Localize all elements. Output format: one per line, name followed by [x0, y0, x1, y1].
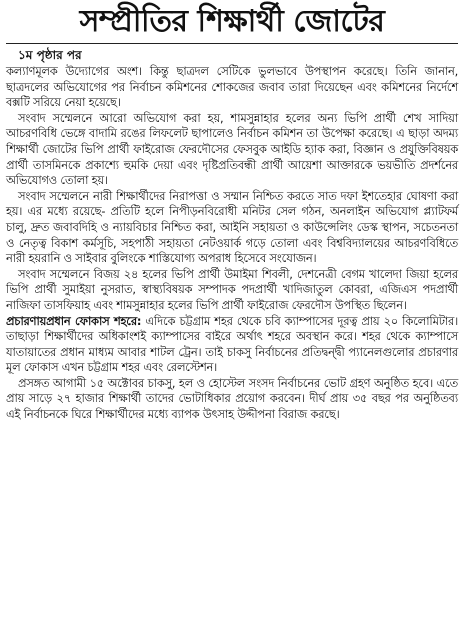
- article-paragraph: [6, 376, 458, 423]
- paragraph-text: সংবাদ সম্মেলনে নারী শিক্ষার্থীদের নিরাপত্তা ও সম্মান নিশ্চিত করতে সাত দফা ইশতেহার ঘোষণা করা হয়। এর মধ্যে রয়েছে- প্রতিটি হলে নিপীড়নবিরোধী মনিটর সেল গঠন, অনলাইন অভিযোগ প্ল্যাটফর্ম চালু, দ্রুত জবাবদিহি ও ন্যায়বিচার নিশ্চিত করা, আইনি সহায়তা ও কাউন্সেলিং ডেস্ক স্থাপন, সচেতনতা ও নেতৃত্ব বিকাশ কর্মসূচি, সহপাঠী সহায়তা নেটওয়ার্ক গড়ে তোলা এবং বিশ্ববিদ্যালয়ের আচরণবিধিতে নারী হয়রানি ও সাইবার বুলিংকে শাস্তিযোগ্য অপরাধ হিসেবে সংযোজন।: [6, 188, 458, 266]
- paragraph-text: কল্যাণমূলক উদ্যোগের অংশ। কিন্তু ছাত্রদল সেটিকে ভুলভাবে উপস্থাপন করেছে। তিনি জানান, ছাত্রদলের অভিযোগের পর নির্বাচন কমিশনের শোকজের জবাব তারা দিয়েছেন এবং কমিশনের নির্দেশে বক্সটি সরিয়ে নেয়া হয়েছে।: [6, 64, 458, 110]
- paragraph-text: প্রসঙ্গত আগামী ১৫ অক্টোবর চাকসু, হল ও হোস্টেল সংসদ নির্বাচনের ভোট গ্রহণ অনুষ্ঠিত হবে। এতে প্রায় সাড়ে ২৭ হাজার শিক্ষার্থী তাদের ভোটাধিকার প্রয়োগ করবেন। দীর্ঘ প্রায় ৩৫ বছর পর অনুষ্ঠিতব্য এই নির্বাচনকে ঘিরে শিক্ষার্থীদের মধ্যে ব্যাপক উৎসাহ উদ্দীপনা বিরাজ করছে।: [6, 375, 458, 422]
- article-paragraph: [6, 189, 458, 267]
- paragraph-text: সংবাদ সম্মেলনে আরো অভিযোগ করা হয়, শামসুন্নাহার হলের অন্য ভিপি প্রার্থী শেখ সাদিয়া আচরণবিধি ভেঙ্গে বাদামি রঙের লিফলেট ছাপালেও নির্বাচন কমিশন তা উপেক্ষা করেছে। এ ছাড়া অদম্য শিক্ষার্থী জোটের ভিপি প্রার্থী ফাইরোজ ফেরদৌসের ফেসবুক আইডি হ্যাক করা, বিজ্ঞান ও প্রযুক্তিবিষয়ক প্রার্থী তাসমিনকে প্রকাশ্যে হুমকি দেয়া এবং দৃষ্টিপ্রতিবন্ধী প্রার্থী আয়েশা আক্তারকে ভয়ভীতি প্রদর্শনের অভিযোগও তোলা হয়।: [6, 110, 458, 188]
- headline: সম্প্রীতির শিক্ষার্থী জোটের: [79, 4, 385, 39]
- paragraph-text: এদিকে চট্টগ্রাম শহর থেকে চবি ক্যাম্পাসের দূরত্ব প্রায় ২০ কিলোমিটার। তাছাড়া শিক্ষার্থীদের অধিকাংশই ক্যাম্পাসের বাইরে অর্থাৎ শহরে অবস্থান করে। শহর থেকে ক্যাম্পাসে যাতায়াতের প্রধান মাধ্যম আবার শাটল ট্রেন। তাই চাকসু নির্বাচনের প্রতিদ্বন্দ্বী প্যানেলগুলোর প্রচারণার মূল ফোকাস এখন চট্টগ্রাম শহর এবং রেলস্টেশন।: [6, 313, 458, 375]
- article-paragraph: [6, 111, 458, 189]
- article-paragraph: [6, 267, 458, 314]
- article-body: [6, 64, 458, 423]
- continued-from-label: ১ম পৃষ্ঠার পর: [18, 48, 82, 62]
- headline-divider: [6, 43, 458, 44]
- paragraph-text: সংবাদ সম্মেলনে বিজয় ২৪ হলের ভিপি প্রার্থী উমাইমা শিবলী, দেশনেত্রী বেগম খালেদা জিয়া হলের ভিপি প্রার্থী সুমাইয়া নুসরাত, স্বাস্থ্যবিষয়ক সম্পাদক পদপ্রার্থী খাদিজাতুল কোবরা, এজিএস পদপ্রার্থী নাজিফা তাসফিয়াহ এবং শামসুন্নাহার হলের ভিপি প্রার্থী ফাইরোজ ফেরদৌস উপস্থিত ছিলেন।: [6, 266, 458, 312]
- article-paragraph: [6, 64, 458, 111]
- paragraph-subheading: প্রচারণায়প্রধান ফোকাস শহরে:: [6, 313, 142, 328]
- article-paragraph: [6, 314, 458, 376]
